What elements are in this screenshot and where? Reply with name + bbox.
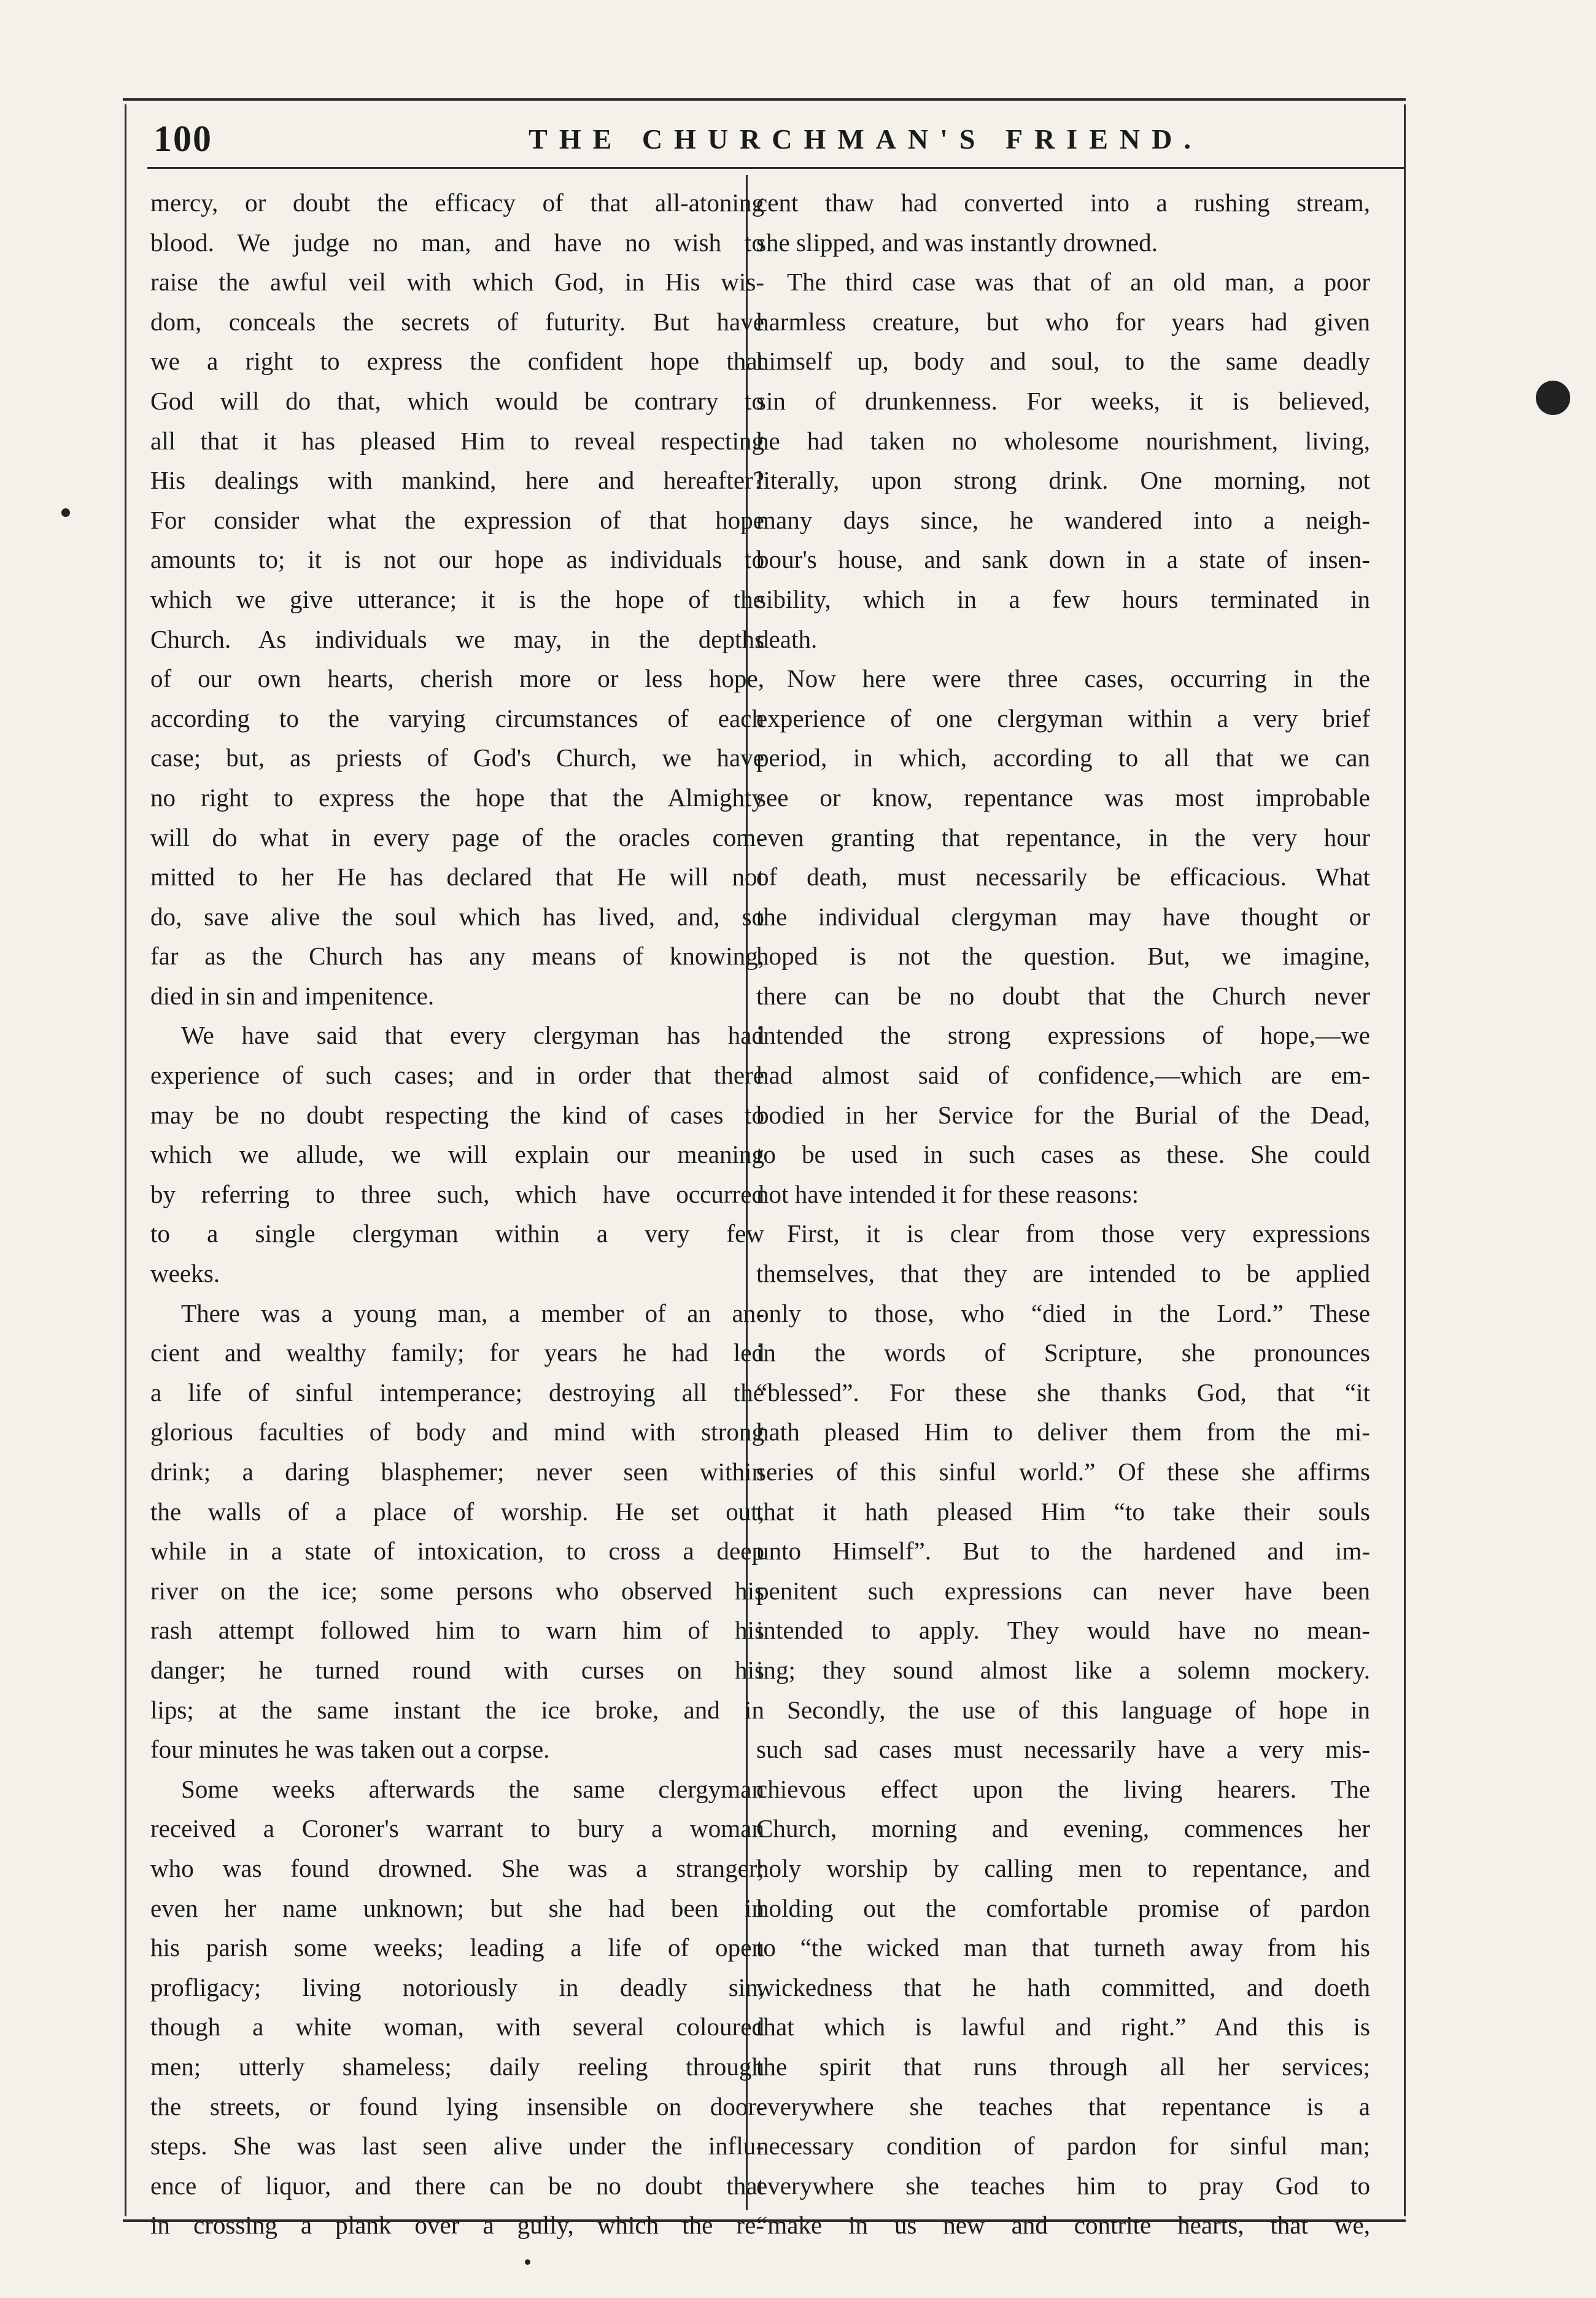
text-line: experience of such cases; and in order that there — [150, 1061, 764, 1090]
text-line: “make in us new and contrite hearts, that we, — [756, 2211, 1370, 2240]
text-line: see or know, repentance was most improbable — [756, 783, 1370, 812]
text-line: only to those, who “died in the Lord.” These — [756, 1298, 1370, 1327]
left-border-rule — [125, 104, 126, 2216]
text-line: bodied in her Service for the Burial of the Dead, — [756, 1100, 1370, 1129]
text-line: sin of drunkenness. For weeks, it is believed, — [756, 386, 1370, 415]
text-line: men; utterly shameless; daily reeling through — [150, 2052, 764, 2081]
text-line: the streets, or found lying insensible on door- — [150, 2092, 764, 2121]
text-line: Some weeks afterwards the same clergyman — [181, 1774, 764, 1803]
left-text-column — [150, 183, 764, 2245]
text-line: not have intended it for these reasons: — [756, 1179, 1139, 1208]
text-line: themselves, that they are intended to be applied — [756, 1259, 1370, 1288]
text-line: intended the strong expressions of hope,—we — [756, 1021, 1370, 1050]
text-line: even her name unknown; but she had been in — [150, 1893, 764, 1922]
text-line: harmless creature, but who for years had given — [756, 307, 1370, 336]
ink-dot — [61, 508, 70, 517]
text-line: of death, must necessarily be efficacious. What — [756, 863, 1370, 891]
text-line: “blessed”. For these she thanks God, that “it — [756, 1378, 1370, 1407]
text-line: raise the awful veil with which God, in His wis- — [150, 268, 764, 297]
text-line: which we give utterance; it is the hope of the — [150, 584, 764, 613]
text-line: such sad cases must necessarily have a very mis- — [756, 1735, 1370, 1764]
text-line: even granting that repentance, in the very hour — [756, 823, 1370, 852]
text-line: though a white woman, with several coloured — [150, 2013, 764, 2041]
text-line: died in sin and impenitence. — [150, 981, 435, 1010]
text-line: everywhere she teaches that repentance is a — [756, 2092, 1370, 2121]
text-line: sibility, which in a few hours terminated in — [756, 584, 1370, 613]
text-line: danger; he turned round with curses on his — [150, 1655, 764, 1684]
ink-dot — [525, 2259, 530, 2265]
text-line: while in a state of intoxication, to cross a deep — [150, 1537, 764, 1566]
text-line: Now here were three cases, occurring in the — [787, 664, 1370, 693]
header-rule — [147, 167, 1406, 169]
text-line: hoped is not the question. But, we imagine, — [756, 942, 1370, 971]
text-line: received a Coroner's warrant to bury a woman — [150, 1814, 764, 1843]
text-line: he had taken no wholesome nourishment, living, — [756, 426, 1370, 455]
page-number: 100 — [153, 118, 212, 159]
text-line: who was found drowned. She was a stranger; — [150, 1854, 764, 1882]
text-line: Church. As individuals we may, in the depths — [150, 624, 764, 653]
text-line: penitent such expressions can never have been — [756, 1576, 1370, 1605]
text-line: mercy, or doubt the efficacy of that all-atoning — [150, 188, 764, 217]
text-line: that it hath pleased Him “to take their souls — [756, 1497, 1370, 1526]
text-line: many days since, he wandered into a neigh- — [756, 505, 1370, 534]
text-line: unto Himself”. But to the hardened and im- — [756, 1537, 1370, 1566]
text-line: weeks. — [150, 1259, 220, 1288]
text-line: his parish some weeks; leading a life of open — [150, 1933, 764, 1962]
text-line: we a right to express the confident hope that — [150, 347, 764, 376]
text-line: there can be no doubt that the Church never — [756, 981, 1370, 1010]
text-line: may be no doubt respecting the kind of cases to — [150, 1100, 764, 1129]
text-line: the individual clergyman may have thought or — [756, 902, 1370, 931]
text-line: no right to express the hope that the Almighty — [150, 783, 764, 812]
text-line: Church, morning and evening, commences her — [756, 1814, 1370, 1843]
text-line: had almost said of confidence,—which are em- — [756, 1061, 1370, 1090]
text-line: in crossing a plank over a gully, which the re- — [150, 2211, 764, 2240]
text-line: intended to apply. They would have no mean- — [756, 1616, 1370, 1645]
text-line: everywhere she teaches him to pray God to — [756, 2171, 1370, 2200]
text-line: His dealings with mankind, here and hereafter? — [150, 466, 764, 495]
text-line: wickedness that he hath committed, and doeth — [756, 1973, 1370, 2001]
text-line: We have said that every clergyman has had — [181, 1021, 764, 1050]
text-line: in the words of Scripture, she pronounces — [756, 1338, 1370, 1367]
text-line: blood. We judge no man, and have no wish to — [150, 228, 764, 257]
text-line: lips; at the same instant the ice broke, and in — [150, 1695, 764, 1724]
text-line: literally, upon strong drink. One morning, not — [756, 466, 1370, 495]
right-text-column — [756, 183, 1370, 2245]
text-line: ing; they sound almost like a solemn mockery. — [756, 1655, 1370, 1684]
text-line: bour's house, and sank down in a state of insen- — [756, 545, 1370, 574]
text-line: holding out the comfortable promise of pardon — [756, 1893, 1370, 1922]
running-title: THE CHURCHMAN'S FRIEND. — [529, 123, 1203, 155]
right-border-rule — [1404, 104, 1406, 2216]
text-line: steps. She was last seen alive under the influ- — [150, 2132, 764, 2160]
text-line: that which is lawful and right.” And this is — [756, 2013, 1370, 2041]
text-line: glorious faculties of body and mind with strong — [150, 1418, 764, 1446]
text-line: will do what in every page of the oracles com- — [150, 823, 764, 852]
text-line: himself up, body and soul, to the same deadly — [756, 347, 1370, 376]
text-line: river on the ice; some persons who observed his — [150, 1576, 764, 1605]
text-line: There was a young man, a member of an an- — [181, 1298, 764, 1327]
text-line: series of this sinful world.” Of these she affirms — [756, 1458, 1370, 1486]
text-line: according to the varying circumstances of each — [150, 704, 764, 732]
text-line: to be used in such cases as these. She could — [756, 1140, 1370, 1169]
text-line: For consider what the expression of that hope — [150, 505, 764, 534]
top-rule — [123, 98, 1406, 101]
text-line: the walls of a place of worship. He set out, — [150, 1497, 764, 1526]
text-line: mitted to her He has declared that He will not — [150, 863, 764, 891]
text-line: dom, conceals the secrets of futurity. But have — [150, 307, 764, 336]
text-line: hath pleased Him to deliver them from the mi- — [756, 1418, 1370, 1446]
text-line: cent thaw had converted into a rushing stream, — [756, 188, 1370, 217]
text-line: Secondly, the use of this language of hope in — [787, 1695, 1370, 1724]
text-line: all that it has pleased Him to reveal respecting — [150, 426, 764, 455]
text-line: by referring to three such, which have occurred — [150, 1179, 764, 1208]
text-line: ence of liquor, and there can be no doubt that — [150, 2171, 764, 2200]
text-line: she slipped, and was instantly drowned. — [756, 228, 1158, 257]
text-line: cient and wealthy family; for years he had led — [150, 1338, 764, 1367]
text-line: The third case was that of an old man, a poor — [787, 268, 1370, 297]
text-line: period, in which, according to all that we can — [756, 743, 1370, 772]
text-line: of our own hearts, cherish more or less hope, — [150, 664, 764, 693]
text-line: drink; a daring blasphemer; never seen within — [150, 1458, 764, 1486]
text-line: First, it is clear from those very expressions — [787, 1219, 1370, 1248]
text-line: experience of one clergyman within a very brief — [756, 704, 1370, 732]
text-line: a life of sinful intemperance; destroying all the — [150, 1378, 764, 1407]
text-line: amounts to; it is not our hope as individuals to — [150, 545, 764, 574]
text-line: to a single clergyman within a very few — [150, 1219, 764, 1248]
text-line: profligacy; living notoriously in deadly sin, — [150, 1973, 764, 2001]
text-line: case; but, as priests of God's Church, we have — [150, 743, 764, 772]
text-line: to “the wicked man that turneth away from his — [756, 1933, 1370, 1962]
text-line: necessary condition of pardon for sinful man; — [756, 2132, 1370, 2160]
ink-blot — [1536, 381, 1570, 415]
text-line: do, save alive the soul which has lived, and, so — [150, 902, 764, 931]
text-line: death. — [756, 624, 818, 653]
text-line: holy worship by calling men to repentance, and — [756, 1854, 1370, 1882]
text-line: rash attempt followed him to warn him of his — [150, 1616, 764, 1645]
text-line: which we allude, we will explain our meaning — [150, 1140, 764, 1169]
text-line: the spirit that runs through all her services; — [756, 2052, 1370, 2081]
text-line: God will do that, which would be contrary to — [150, 386, 764, 415]
text-line: chievous effect upon the living hearers. The — [756, 1774, 1370, 1803]
text-line: four minutes he was taken out a corpse. — [150, 1735, 550, 1764]
text-line: far as the Church has any means of knowing, — [150, 942, 764, 971]
